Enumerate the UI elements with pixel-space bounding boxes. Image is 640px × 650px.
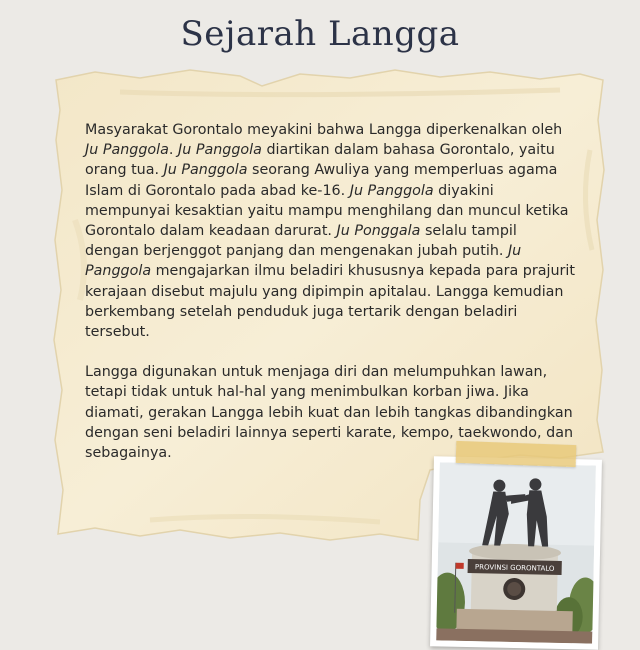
text-run: diartikan dalam bahasa Gorontalo, yaitu orang tua. xyxy=(85,142,555,179)
text-run: seorang Awuliya yang memperluas agama Islam di Gorontalo pada abad ke-16. xyxy=(85,162,558,199)
italic-name: Ju Panggola xyxy=(163,162,248,179)
text-run: diyakini mempunyai kesaktian yaitu mampu menghilang dan muncul ketika Gorontalo dalam keadaan darurat. xyxy=(85,182,569,240)
paragraph-usage: Langga digunakan untuk menjaga diri dan melumpuhkan lawan, tetapi tidak untuk hal-hal yang menimbulkan korban jiwa. Jika diamati, gerakan Langga lebih kuat dan lebih tangkas dibandingkan dengan seni beladiri lainnya seperti karate, kempo, taekwondo, dan sebagainya. xyxy=(85,364,574,462)
page-title: Sejarah Langga xyxy=(180,14,460,54)
monument-inscription: PROVINSI GORONTALO xyxy=(474,563,555,573)
masking-tape xyxy=(456,441,577,467)
italic-name: Ju Ponggala xyxy=(336,223,421,240)
italic-name: Ju Panggola xyxy=(85,243,522,280)
text-run: selalu tampil dengan berjenggot panjang dan mengenakan jubah putih. xyxy=(85,223,517,260)
article-body xyxy=(85,120,575,483)
italic-name: Ju Panggola xyxy=(349,182,434,199)
text-run: Masyarakat Gorontalo meyakini bahwa Langga diperkenalkan oleh xyxy=(85,122,563,138)
text-run: . xyxy=(168,142,178,159)
paragraph-history xyxy=(85,120,575,342)
italic-name: Ju Panggola xyxy=(178,142,262,159)
langga-monument-image xyxy=(436,462,596,643)
text-run: mengajarkan ilmu beladiri khususnya kepada para prajurit kerajaan disebut majulu yang dipimpin apitalau. Langga kemudian berkembang setelah penduduk juga tertarik dengan beladiri tersebut. xyxy=(85,263,575,341)
italic-name: Ju Panggola xyxy=(85,142,169,159)
monument-photo xyxy=(430,456,602,649)
